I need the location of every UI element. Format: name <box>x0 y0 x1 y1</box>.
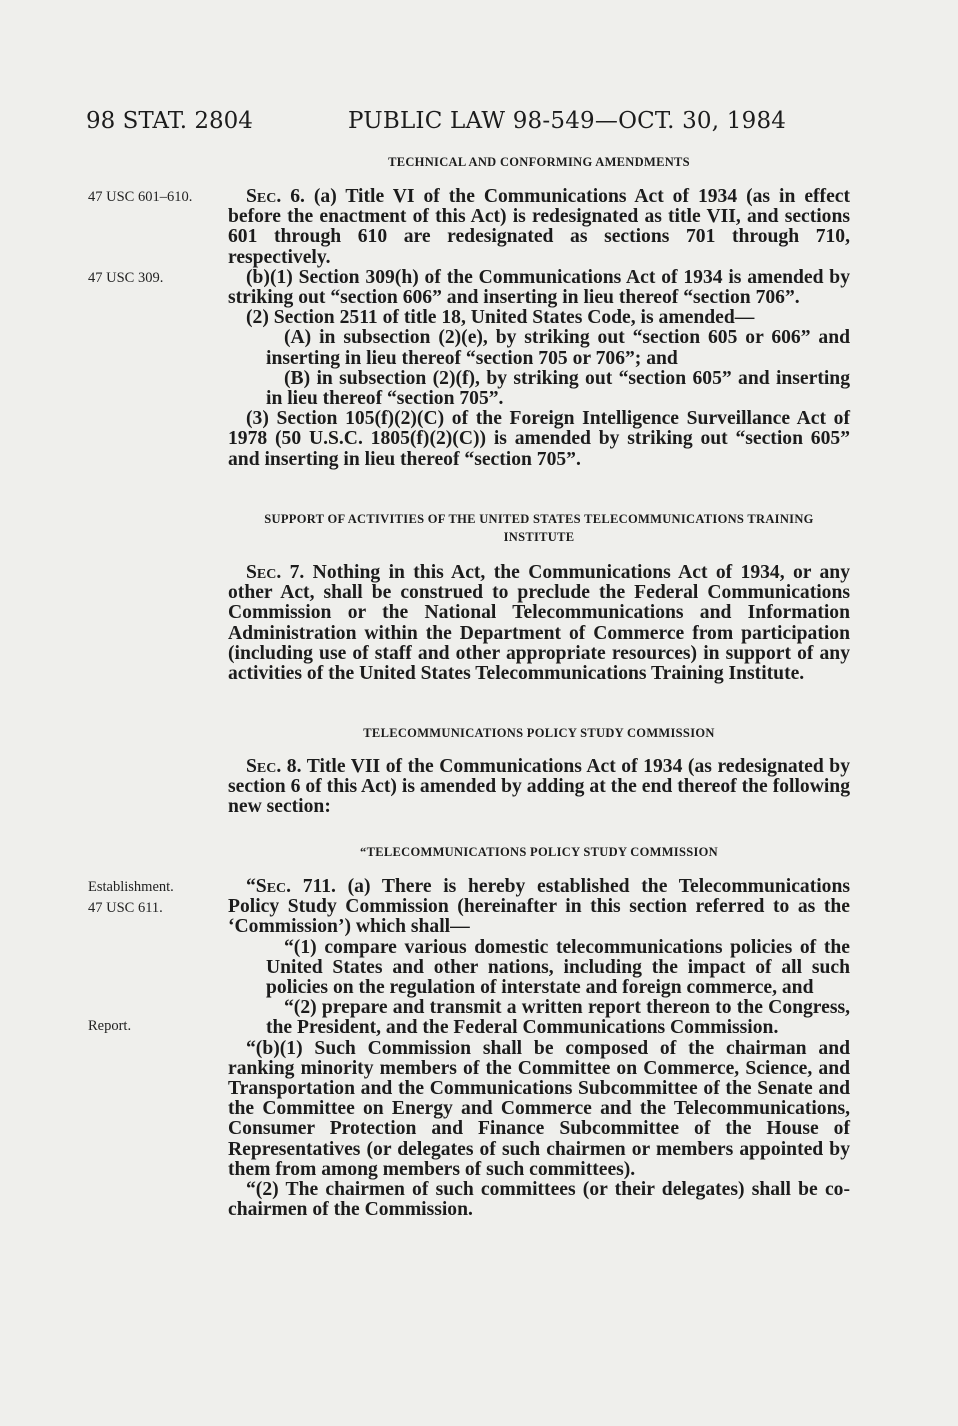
sec6-paragraph-b2b: (B) in subsection (2)(f), by striking out “section 605” and inserting in lieu thereof “section 705”. <box>266 367 850 410</box>
sec8-paragraph <box>228 757 850 818</box>
page-header <box>86 108 886 142</box>
sec6-paragraph-a <box>228 187 850 268</box>
sec8-label: Sec. 8. <box>246 756 302 777</box>
sec711-paragraph-b1: “(b)(1) Such Commission shall be composed of the chairman and ranking minority members of the Committee on Commerce, Science, and Transportation and the Communications Subcommittee of the Senate and the Committee on Energy and Commerce and the Telecommunications, Consumer Protection and Finance Subcommittee of the House of Representatives (or delegates of such chairmen or members appointed by them from among members of such committees). <box>228 1037 850 1180</box>
section-6 <box>228 187 850 470</box>
margin-note-usc-601: 47 USC 601–610. <box>88 189 193 205</box>
public-law-title: PUBLIC LAW 98-549—OCT. 30, 1984 <box>348 108 787 134</box>
sec7-paragraph <box>228 563 850 684</box>
sec7-text: Nothing in this Act, the Communications Act of 1934, or any other Act, shall be construed to preclude the Federal Communications Commission or the National Telecommunications and Information Administration within the Department of Commerce from participation (including use of staff and other appropriate resources) in support of any activities of the United States Telecommunications Training Institute. <box>228 562 850 685</box>
heading-policy-study-commission: TELECOMMUNICATIONS POLICY STUDY COMMISSION <box>363 726 715 740</box>
sec6-paragraph-b1: (b)(1) Section 309(h) of the Communications Act of 1934 is amended by striking out “section 606” and inserting in lieu thereof “section 706”. <box>228 266 850 309</box>
sec6-paragraph-b3: (3) Section 105(f)(2)(C) of the Foreign Intelligence Surveillance Act of 1978 (50 U.S.C. 1805(f)(2)(C)) is amended by striking out “section 605” and inserting in lieu thereof “section 705”. <box>228 408 850 470</box>
sec711-paragraph-b2: “(2) The chairmen of such committees (or their delegates) shall be co-chairmen of the Commission. <box>228 1179 850 1221</box>
section-711 <box>228 877 850 1220</box>
sec711-paragraph-a <box>228 877 850 938</box>
stat-page-number: 98 STAT. 2804 <box>86 108 253 134</box>
margin-note-report: Report. <box>88 1018 132 1034</box>
sec8-text: Title VII of the Communications Act of 1934 (as redesignated by section 6 of this Act) is amended by adding at the end thereof the following new section: <box>228 756 851 818</box>
section-7 <box>228 563 850 684</box>
sec6-label: Sec. 6. <box>246 186 305 207</box>
heading-quoted-commission: “TELECOMMUNICATIONS POLICY STUDY COMMISSION <box>360 845 718 859</box>
section-8 <box>228 757 850 818</box>
sec6-paragraph-b2a: (A) in subsection (2)(e), by striking out “section 605 or 606” and inserting in lieu thereof “section 705 or 706”; and <box>266 327 850 369</box>
sec711-paragraph-a1: “(1) compare various domestic telecommunications policies of the United States and other nations, including the impact of all such policies on the regulation of interstate and foreign commerce, and <box>266 936 850 999</box>
margin-note-usc-611: 47 USC 611. <box>88 900 163 916</box>
sec6-a-text: (a) Title VI of the Communications Act of 1934 (as in effect before the enactment of this Act) is redesignated as title VII, and sections 601 through 610 are redesignated as sections 701 through 710, respectively. <box>228 186 850 268</box>
sec711-label: “Sec. 711. <box>246 876 336 897</box>
sec7-label: Sec. 7. <box>246 562 305 583</box>
heading-training-institute: SUPPORT OF ACTIVITIES OF THE UNITED STATES TELECOMMUNICATIONS TRAINING INSTITUTE <box>264 512 814 544</box>
heading-technical-amendments: TECHNICAL AND CONFORMING AMENDMENTS <box>388 155 690 169</box>
margin-note-usc-309: 47 USC 309. <box>88 270 164 286</box>
sec711-paragraph-a2: “(2) prepare and transmit a written report thereon to the Congress, the President, and the Federal Communications Commission. <box>266 997 850 1039</box>
sec6-paragraph-b2: (2) Section 2511 of title 18, United States Code, is amended— <box>246 307 755 329</box>
margin-note-establishment: Establishment. <box>88 879 174 895</box>
sec711-a-text: (a) There is hereby established the Telecommunications Policy Study Commission (hereinafter in this section referred to as the ‘Commission’) which shall— <box>228 876 850 938</box>
